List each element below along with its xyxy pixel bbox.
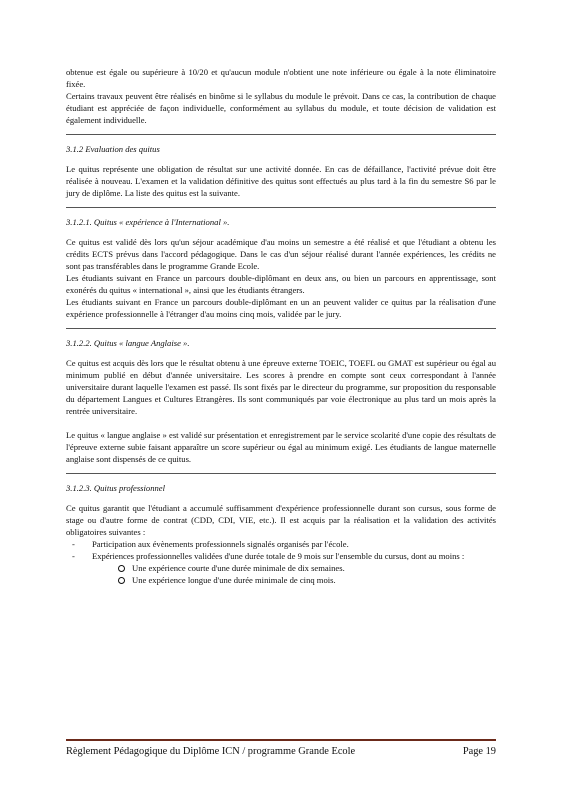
page-number: Page 19 bbox=[462, 746, 496, 757]
list-item bbox=[118, 574, 496, 586]
section-divider bbox=[66, 207, 496, 208]
intro-paragraph-2: Certains travaux peuvent être réalisés en binôme si le syllabus du module le prévoit. Dans ce cas, la contribution de chaque étudiant est appréciée de façon individuelle, conformément au syllabus du module, et toute décision de validation est également individuelle. bbox=[66, 91, 496, 125]
circle-bullet-icon bbox=[118, 565, 125, 572]
section-3-1-2-paragraph: Le quitus représente une obligation de résultat sur une activité donnée. En cas de défaillance, l'activité prévue doit être réalisée à nouveau. L'examen et la validation définitive des quitus sont effectués au plus tard à la fin du semestre S6 par le jury de diplôme. La liste des quitus est la suivante. bbox=[66, 164, 496, 198]
page-footer bbox=[66, 739, 496, 758]
section-divider bbox=[66, 328, 496, 329]
dash-bullet: - bbox=[72, 539, 75, 549]
section-divider bbox=[66, 473, 496, 474]
section-3-1-2-1-paragraph-2: Les étudiants suivant en France un parcours double-diplômant en deux ans, ou bien un parcours en apprentissage, sont exonérés du quitus « international », ainsi que les étudiants étrangers. bbox=[66, 273, 496, 295]
circle-list bbox=[66, 562, 496, 586]
footer-title: Règlement Pédagogique du Diplôme ICN / programme Grande Ecole bbox=[66, 746, 356, 757]
list-item-text: Participation aux évènements professionnels signalés organisés par l'école. bbox=[92, 539, 349, 549]
list-item-text: Expériences professionnelles validées d'une durée totale de 9 mois sur l'ensemble du cursus, dont au moins : bbox=[92, 551, 465, 561]
list-item-text: Une expérience longue d'une durée minimale de cinq mois. bbox=[132, 575, 336, 585]
section-heading-3-1-2-2: 3.1.2.2. Quitus « langue Anglaise ». bbox=[66, 338, 190, 348]
intro-paragraph-1: obtenue est égale ou supérieure à 10/20 et qu'aucun module n'obtient une note inférieure ou égale à la note éliminatoire fixée. bbox=[66, 67, 496, 89]
paragraph-spacer bbox=[66, 417, 496, 429]
section-divider bbox=[66, 134, 496, 135]
list-item bbox=[66, 538, 496, 550]
list-item-text: Une expérience courte d'une durée minimale de dix semaines. bbox=[132, 563, 345, 573]
list-item bbox=[118, 562, 496, 574]
dash-bullet: - bbox=[72, 551, 75, 561]
section-3-1-2-3-paragraph: Ce quitus garantit que l'étudiant a accumulé suffisamment d'expérience professionnelle durant son cursus, sous forme de stage ou d'autre forme de contrat (CDD, CDI, VIE, etc.). Il est acquis par la réalisation et la validation des activités obligatoires suivantes : bbox=[66, 503, 496, 537]
circle-bullet-icon bbox=[118, 577, 125, 584]
section-3-1-2-2-paragraph-2: Le quitus « langue anglaise » est validé sur présentation et enregistrement par le service scolarité d'une copie des résultats de l'épreuve externe subie faisant apparaître un score supérieur ou égal au minimum exigé. Les étudiants de langue maternelle anglaise sont dispensés de ce quitus. bbox=[66, 430, 496, 464]
section-3-1-2-2-paragraph-1: Ce quitus est acquis dès lors que le résultat obtenu à une épreuve externe TOEIC, TOEFL ou GMAT est supérieur ou égal au minimum publié en début d'année universitaire. Les scores à prendre en compte sont ceux correspondant à l'année universitaire durant laquelle l'examen est passé. Ils sont fixés par le directeur du programme, sur proposition du responsable du département Langues et Cultures Etrangères. Ils sont communiqués par voie électronique au plus tard un mois après la rentrée universitaire. bbox=[66, 358, 496, 416]
section-3-1-2-1-paragraph-3: Les étudiants suivant en France un parcours double-diplômant en un an peuvent valider ce quitus par la réalisation d'une expérience professionnelle à l'étranger d'au moins cinq mois, validée par le jury. bbox=[66, 297, 496, 319]
section-3-1-2-1-paragraph-1: Ce quitus est validé dès lors qu'un séjour académique d'au moins un semestre a été réalisé et que l'étudiant a obtenu les crédits ECTS prévus dans l'accord pédagogique. Dans le cas d'un séjour réalisé durant l'année expériences, les crédits ne sont pas transférables dans le programme Grande Ecole. bbox=[66, 237, 496, 271]
dash-list bbox=[66, 538, 496, 562]
section-heading-3-1-2: 3.1.2 Evaluation des quitus bbox=[66, 144, 160, 154]
list-item bbox=[66, 550, 496, 562]
section-heading-3-1-2-1: 3.1.2.1. Quitus « expérience à l'International ». bbox=[66, 217, 230, 227]
page-body bbox=[66, 66, 496, 586]
section-heading-3-1-2-3: 3.1.2.3. Quitus professionnel bbox=[66, 483, 165, 493]
